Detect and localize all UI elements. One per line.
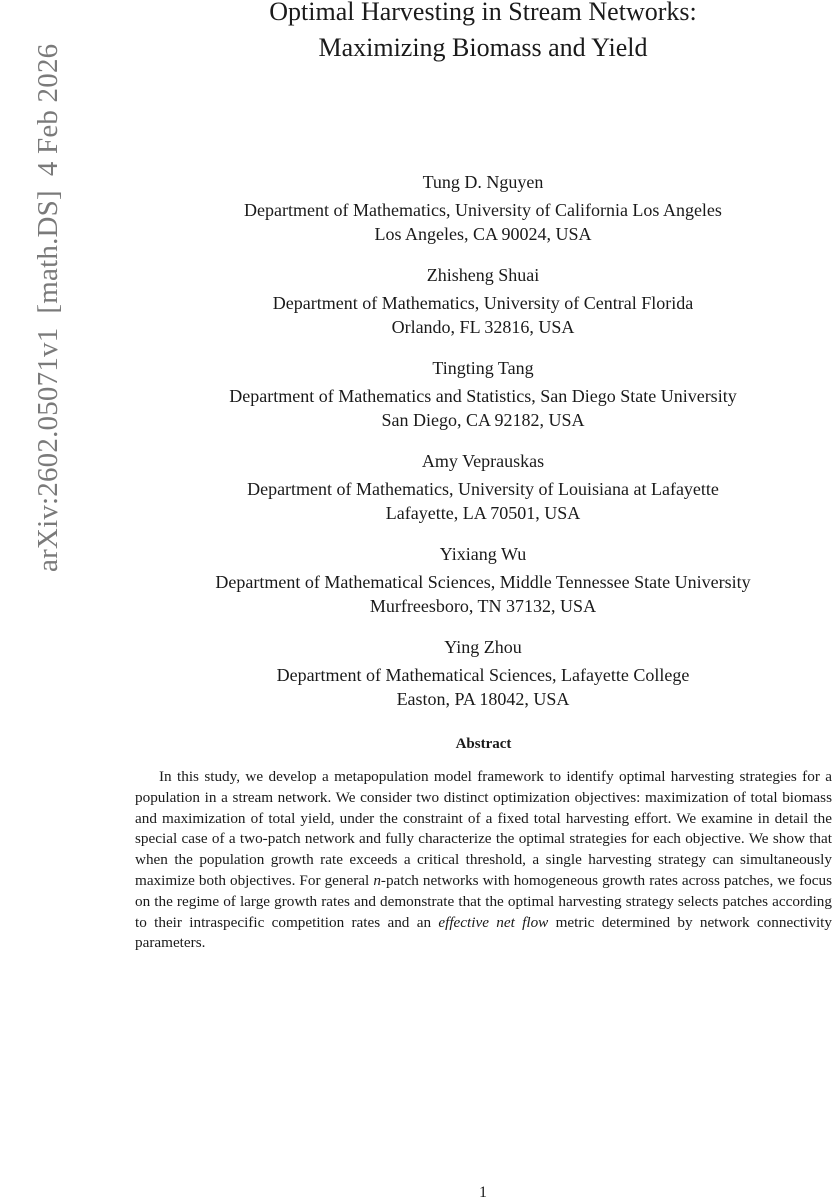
paper-title-line-1: Optimal Harvesting in Stream Networks: <box>269 0 697 26</box>
author-department: Department of Mathematics, University of Louisiana at Lafayette <box>247 479 719 499</box>
abstract-text-part-1: In this study, we develop a metapopulation model framework to identify optimal harvesting strategies for a population in a stream network. We consider two distinct optimization objectives: maximization of total biomass and maximization of total yield, under the constraint of a fixed total harvesting effort. We examine in detail the special case of a two-patch network and fully characterize the optimal strategies for each objective. We show that when the population growth rate exceeds a critical threshold, a single harvesting strategy can simultaneously maximize both objectives. For general <box>135 768 832 889</box>
abstract-text-part-3: metric determined by network connectivity parameters. <box>135 913 832 952</box>
author-name: Tingting Tang <box>432 358 534 378</box>
author-name: Amy Veprauskas <box>421 451 545 471</box>
author-block <box>0 356 832 432</box>
author-address: Easton, PA 18042, USA <box>396 689 570 709</box>
author-name: Zhisheng Shuai <box>426 265 540 285</box>
author-address: Lafayette, LA 70501, USA <box>385 503 581 523</box>
author-address: Murfreesboro, TN 37132, USA <box>369 596 597 616</box>
author-department: Department of Mathematics, University of California Los Angeles <box>244 200 722 220</box>
arxiv-id: arXiv:2602.05071v1 <box>32 327 64 572</box>
author-name: Yixiang Wu <box>439 544 527 564</box>
abstract-text-part-2: -patch networks with homogeneous growth rates across patches, we focus on the regime of large growth rates and demonstrate that the optimal harvesting strategy selects patches according to their intraspecific competition rates and an <box>135 871 832 931</box>
paper-title <box>0 0 832 66</box>
author-name: Ying Zhou <box>444 637 522 657</box>
author-department: Department of Mathematical Sciences, Lafayette College <box>276 665 690 685</box>
arxiv-date: 4 Feb 2026 <box>32 43 64 177</box>
abstract-emphasis: effective net flow <box>438 913 549 931</box>
author-department: Department of Mathematics and Statistics, San Diego State University <box>229 386 737 406</box>
author-block <box>0 263 832 339</box>
author-address: Orlando, FL 32816, USA <box>391 317 575 337</box>
author-block <box>0 449 832 525</box>
author-name: Tung D. Nguyen <box>422 172 544 192</box>
author-block <box>0 635 832 711</box>
author-block <box>0 542 832 618</box>
arxiv-category: [math.DS] <box>32 190 64 314</box>
author-department: Department of Mathematics, University of Central Florida <box>272 293 694 313</box>
author-list <box>0 170 832 728</box>
abstract-text <box>135 767 832 954</box>
author-address: Los Angeles, CA 90024, USA <box>374 224 592 244</box>
author-block <box>0 170 832 246</box>
author-address: San Diego, CA 92182, USA <box>381 410 585 430</box>
page-number: 1 <box>479 1184 487 1201</box>
author-department: Department of Mathematical Sciences, Middle Tennessee State University <box>215 572 751 592</box>
paper-title-line-2: Maximizing Biomass and Yield <box>318 33 648 62</box>
abstract-heading: Abstract <box>455 736 512 752</box>
abstract-variable-n: n <box>373 871 381 889</box>
